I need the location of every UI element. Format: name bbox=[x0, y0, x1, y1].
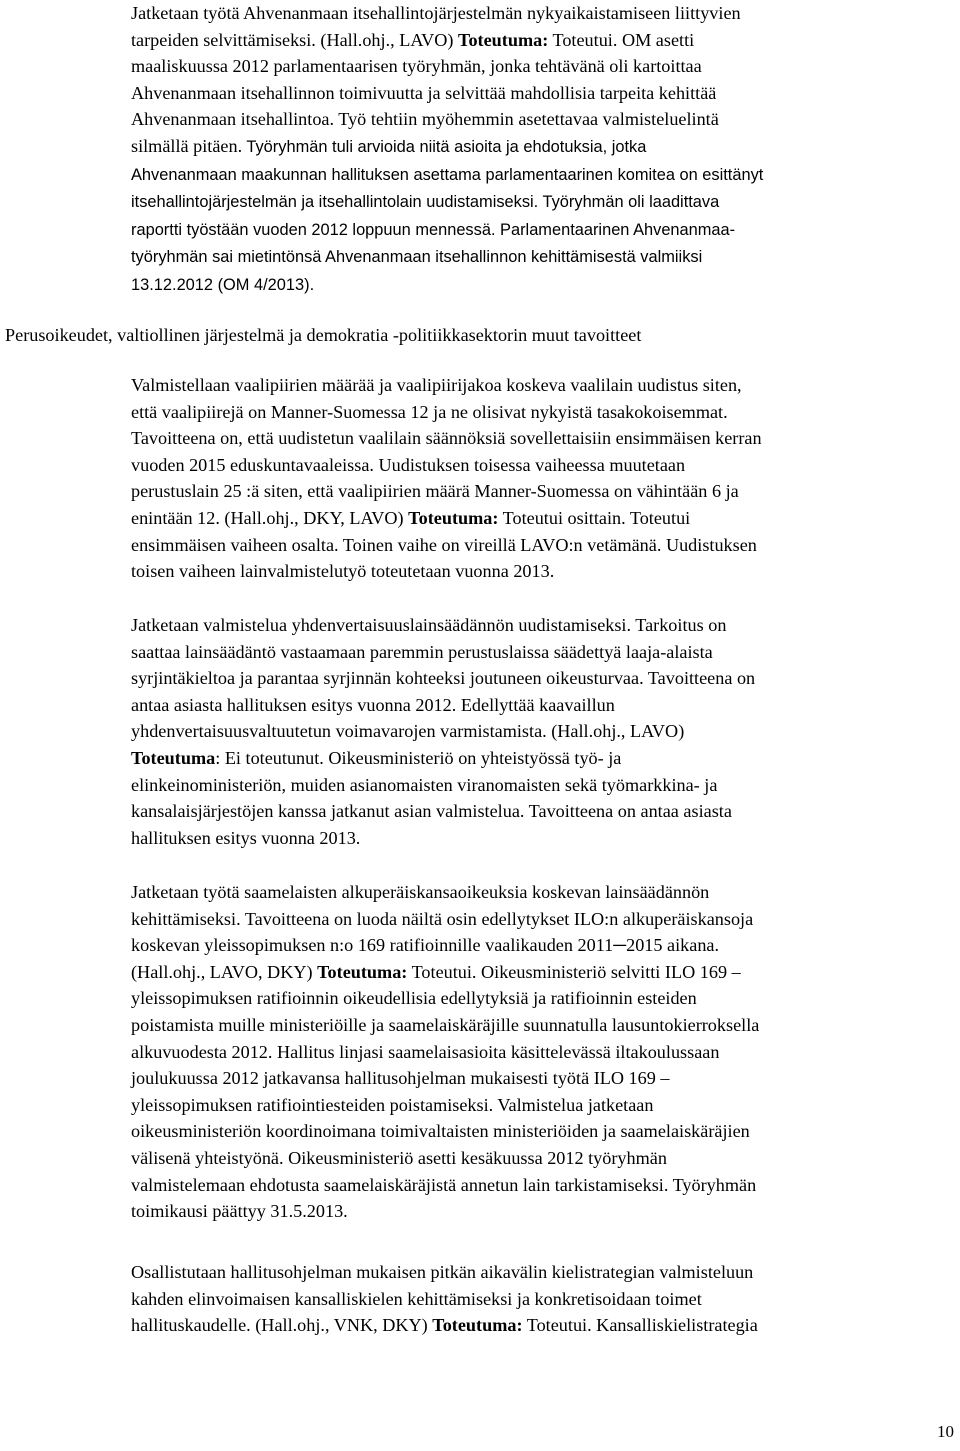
section-heading: Perusoikeudet, valtiollinen järjestelmä ja demokratia -politiikkasektorin muut tavoitteet bbox=[5, 325, 642, 345]
paragraph-text: Jatketaan työtä Ahvenanmaan itsehallintojärjestelmän nykyaikaistamiseen liittyvien tarpeiden selvittämiseksi. (Hall.ohj., LAVO) bbox=[131, 3, 741, 50]
page-number: 10 bbox=[937, 1422, 954, 1441]
paragraph-yhdenvertaisuus bbox=[131, 612, 956, 851]
paragraph-text: Jatketaan työtä saamelaisten alkuperäiskansaoikeuksia koskevan lainsäädännön kehittämiseksi. Tavoitteena on luoda näiltä osin edellytykset ILO:n alkuperäiskansoja koskevan yleissopimuksen n:o 169 ratifioinnille vaalikauden 2011─2015 aikana. (Hall.ohj., LAVO, DKY) bbox=[131, 882, 754, 982]
paragraph-vaalilaki bbox=[131, 372, 956, 585]
paragraph-text: Valmistellaan vaalipiirien määrää ja vaalipiirijakoa koskeva vaalilain uudistus siten, että vaalipiirejä on Manner-Suomessa 12 ja ne olisivat nykyistä tasakokoisemmat. Tavoitteena on, että uudistetun vaalilain säännöksiä sovellettaisiin ensimmäisen kerran vuoden 2015 eduskuntavaaleissa. Uudistuksen toisessa vaiheessa muutetaan perustuslain 25 :ä siten, että vaalipiirien määrä Manner-Suomessa on vähintään 6 ja enintään 12. (Hall.ohj., DKY, LAVO) bbox=[131, 375, 762, 528]
paragraph-text: Toteutui. bbox=[548, 29, 618, 50]
toteutuma-label: Toteutuma bbox=[131, 747, 216, 768]
paragraph-text: Toteutui. Kansalliskielistrategia bbox=[522, 1315, 758, 1336]
paragraph-text: Toteutui osittain. Toteutui ensimmäisen vaiheen osalta. Toinen vaihe on vireillä LAVO:n vetämänä. Uudistuksen toisen vaiheen lainvalmistelutyö toteutetaan vuonna 2013. bbox=[131, 507, 757, 582]
toteutuma-label: Toteutuma: bbox=[457, 29, 549, 50]
paragraph-text: Työryhmän tuli arvioida niitä asioita ja ehdotuksia, jotka Ahvenanmaan maakunnan hallituksen asettama parlamentaarinen komitea on esittänyt itsehallintojärjestelmän ja itsehallintolain uudistamiseksi. Työryhmän oli laadittava raportti työstään vuoden 2012 loppuun mennessä. Parlamentaarinen Ahvenanmaa- työryhmän sai mietintönsä Ahvenanmaan itsehallinnon kehittämisestä valmiiksi 13.12.2012 (OM 4/2013). bbox=[131, 137, 764, 294]
paragraph-text: : Ei toteutunut. Oikeusministeriö on yhteistyössä työ- ja elinkeinoministeriön, muiden asianomaisten viranomaisten sekä työmarkkina- ja kansalaisjärjestöjen kanssa jatkanut asian valmistelua. Tavoitteena on antaa asiasta hallituksen esitys vuonna 2013. bbox=[131, 747, 732, 848]
paragraph-text: OM asetti maaliskuussa 2012 parlamentaarisen työryhmän, jonka tehtävänä oli kartoittaa Ahvenanmaan itsehallinnon toimivuutta ja selvittää mahdollisia tarpeita kehittää Ahvenanmaan itsehallintoa. Työ tehtiin myöhemmin asetettavaa valmisteluelintä silmällä pitäen. bbox=[131, 29, 719, 156]
paragraph-saamelaiset bbox=[131, 879, 956, 1225]
paragraph-ahvenanmaa bbox=[131, 0, 956, 299]
paragraph-text: Toteutui. Oikeusministeriö selvitti ILO 169 – yleissopimuksen ratifioinnin oikeudellisia edellytyksiä ja ratifioinnin esteiden poistamista muille ministeriöille ja saamelaiskäräjille suunnatulla lausuntokierroksella alkuvuodesta 2012. Hallitus linjasi saamelaisasioita käsittelevässä iltakoulussaan joulukuussa 2012 jatkavansa hallitusohjelman mukaisesti työtä ILO 169 – yleissopimuksen ratifiointiesteiden poistamiseksi. Valmistelua jatketaan oikeusministeriön koordinoimana toimivaltaisten ministeriöiden ja saamelaiskäräjien välisenä yhteistyönä. Oikeusministeriö asetti kesäkuussa 2012 työryhmän valmistelemaan ehdotusta saamelaiskäräjistä annetun lain tarkistamiseksi. Työryhmän toimikausi päättyy 31.5.2013. bbox=[131, 961, 760, 1222]
paragraph-kielistrategia bbox=[131, 1259, 956, 1339]
paragraph-text: Jatketaan valmistelua yhdenvertaisuuslainsäädännön uudistamiseksi. Tarkoitus on saattaa lainsäädäntö vastaamaan paremmin perustuslaissa säädettyä laaja-alaista syrjintäkieltoa ja parantaa syrjinnän kohteeksi joutuneen oikeusturvaa. Tavoitteena on antaa asiasta hallituksen esitys vuonna 2012. Edellyttää kaavaillun yhdenvertaisuusvaltuutetun voimavarojen varmistamista. (Hall.ohj., LAVO) bbox=[131, 615, 756, 742]
paragraph-text: Osallistutaan hallitusohjelman mukaisen pitkän aikavälin kielistrategian valmisteluun kahden elinvoimaisen kansalliskielen kehittämiseksi ja konkretisoidaan toimet hallituskaudelle. (Hall.ohj., VNK, DKY) bbox=[131, 1262, 754, 1336]
toteutuma-label: Toteutuma: bbox=[432, 1315, 523, 1336]
toteutuma-label: Toteutuma: bbox=[408, 507, 499, 528]
toteutuma-label: Toteutuma: bbox=[317, 961, 408, 982]
